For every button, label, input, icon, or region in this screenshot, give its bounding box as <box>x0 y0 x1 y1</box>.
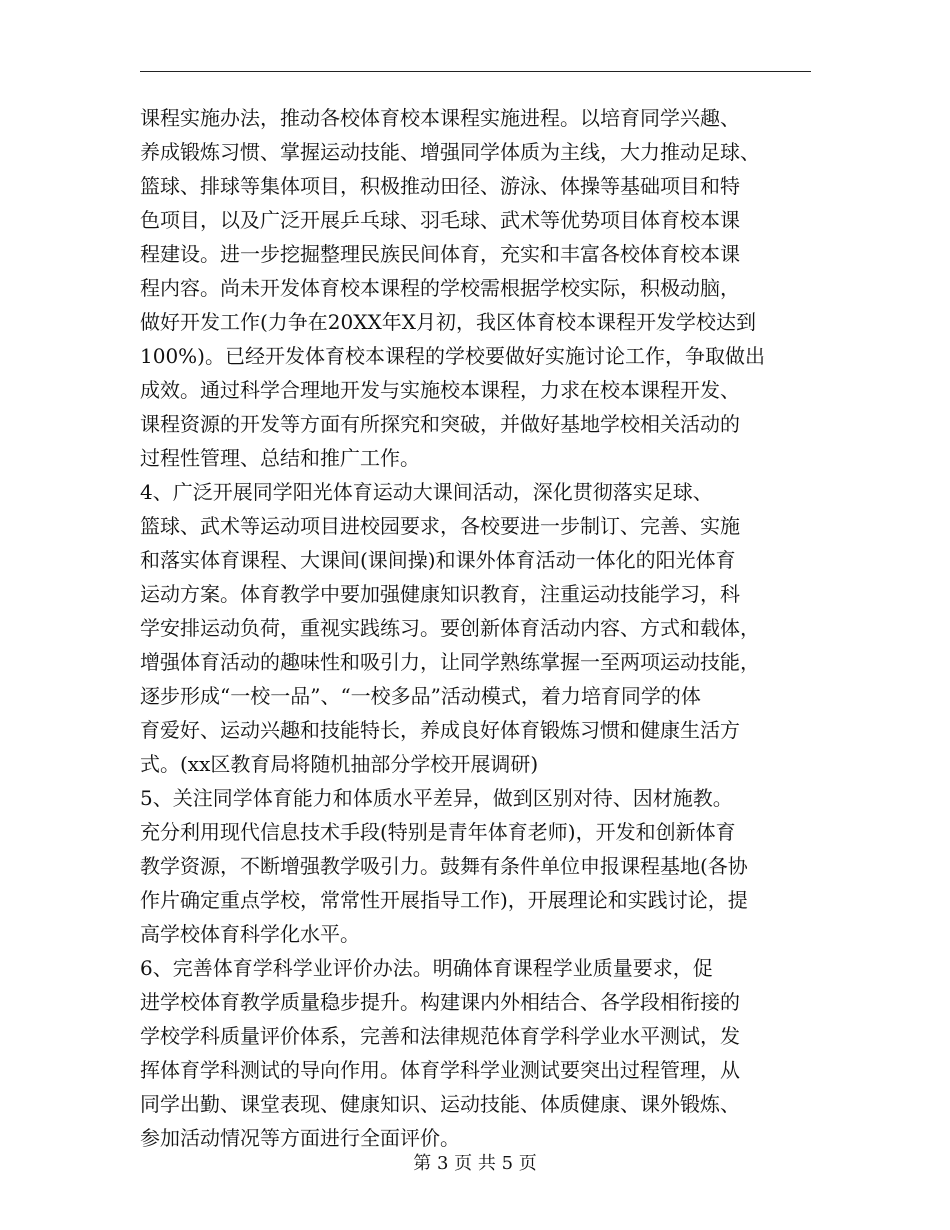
text-line: 篮球、武术等运动项目进校园要求，各校要进一步制订、完善、实施 <box>140 514 740 538</box>
text-line: 6、完善体育学科学业评价办法。明确体育课程学业质量要求，促 <box>140 956 713 980</box>
text-line: 程内容。尚未开发体育校本课程的学校需根据学校实际，积极动脑， <box>140 276 740 300</box>
text-line: 篮球、排球等集体项目，积极推动田径、游泳、体操等基础项目和特 <box>140 174 740 198</box>
text-line: 逐步形成“一校一品”、“一校多品”活动模式，着力培育同学的体 <box>140 684 701 708</box>
page-number-footer: 第 3 页 共 5 页 <box>413 1153 537 1174</box>
text-line: 学安排运动负荷，重视实践练习。要创新体育活动内容、方式和载体， <box>140 616 760 640</box>
text-line: 同学出勤、课堂表现、健康知识、运动技能、体质健康、课外锻炼、 <box>140 1092 740 1116</box>
text-line: 100%)。已经开发体育校本课程的学校要做好实施讨论工作，争取做出 <box>140 344 765 368</box>
text-line: 色项目，以及广泛开展乒乓球、羽毛球、武术等优势项目体育校本课 <box>140 208 740 232</box>
text-line: 式。(xx区教育局将随机抽部分学校开展调研) <box>140 752 539 776</box>
document-body <box>140 101 820 1155</box>
paragraph-item-6 <box>140 951 820 1155</box>
text-line: 课程实施办法，推动各校体育校本课程实施进程。以培育同学兴趣、 <box>140 106 740 130</box>
text-line: 课程资源的开发等方面有所探究和突破，并做好基地学校相关活动的 <box>140 412 740 436</box>
paragraph-item-4 <box>140 475 820 781</box>
text-line: 进学校体育教学质量稳步提升。构建课内外相结合、各学段相衔接的 <box>140 990 740 1014</box>
text-line: 作片确定重点学校，常常性开展指导工作)，开展理论和实践讨论，提 <box>140 888 748 912</box>
paragraph-curriculum <box>140 101 820 475</box>
text-line: 5、关注同学体育能力和体质水平差异，做到区别对待、因材施教。 <box>140 786 733 810</box>
text-line: 和落实体育课程、大课间(课间操)和课外体育活动一体化的阳光体育 <box>140 548 736 572</box>
text-line: 过程性管理、总结和推广工作。 <box>140 446 420 470</box>
text-line: 充分利用现代信息技术手段(特别是青年体育老师)，开发和创新体育 <box>140 820 736 844</box>
text-line: 挥体育学科测试的导向作用。体育学科学业测试要突出过程管理，从 <box>140 1058 740 1082</box>
text-line: 4、广泛开展同学阳光体育运动大课间活动，深化贯彻落实足球、 <box>140 480 713 504</box>
text-line: 增强体育活动的趣味性和吸引力，让同学熟练掌握一至两项运动技能， <box>140 650 760 674</box>
text-line: 成效。通过科学合理地开发与实施校本课程，力求在校本课程开发、 <box>140 378 740 402</box>
text-line: 教学资源，不断增强教学吸引力。鼓舞有条件单位申报课程基地(各协 <box>140 854 748 878</box>
paragraph-item-5 <box>140 781 820 951</box>
text-line: 学校学科质量评价体系，完善和法律规范体育学科学业水平测试，发 <box>140 1024 740 1048</box>
text-line: 程建设。进一步挖掘整理民族民间体育，充实和丰富各校体育校本课 <box>140 242 740 266</box>
text-line: 养成锻炼习惯、掌握运动技能、增强同学体质为主线，大力推动足球、 <box>140 140 760 164</box>
text-line: 育爱好、运动兴趣和技能特长，养成良好体育锻炼习惯和健康生活方 <box>140 718 740 742</box>
text-line: 运动方案。体育教学中要加强健康知识教育，注重运动技能学习，科 <box>140 582 740 606</box>
text-line: 高学校体育科学化水平。 <box>140 922 360 946</box>
header-rule <box>140 71 811 72</box>
text-line: 做好开发工作(力争在20XX年X月初，我区体育校本课程开发学校达到 <box>140 310 756 334</box>
text-line: 参加活动情况等方面进行全面评价。 <box>140 1126 460 1150</box>
